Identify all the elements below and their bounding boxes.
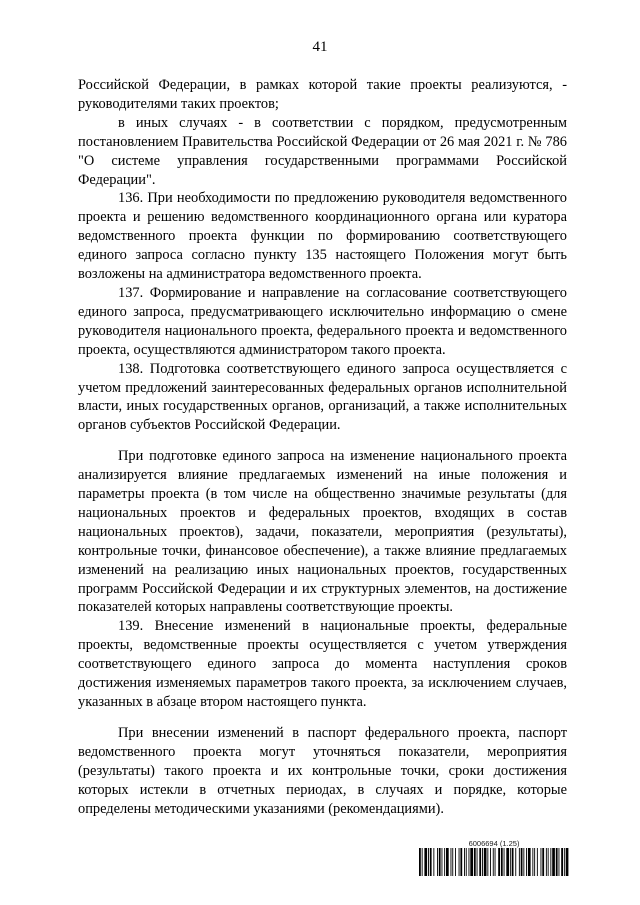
paragraph-passport-changes: При внесении изменений в паспорт федерального проекта, паспорт ведомственного проекта могут уточняться показатели, мероприятия (результаты) такого проекта и их контрольные точки, сроки достижения которых истекли в отчетных периодах, в случаях и порядке, которые определены методическими указаниями (рекомендациями).: [78, 724, 567, 817]
paragraph-138: 138. Подготовка соответствующего единого запроса осуществляется с учетом предложений заинтересованных федеральных органов исполнительной власти, иных государственных органов, организаций, а также исполнительных органов субъектов Российской Федерации.: [78, 360, 567, 434]
document-body: [78, 76, 567, 818]
page-number: 41: [312, 39, 328, 55]
paragraph-137: 137. Формирование и направление на согласование соответствующего единого запроса, предусматривающего исключительно информацию о смене руководителя национального проекта, федерального проекта и ведомственного проекта, осуществляются администратором такого проекта.: [78, 284, 567, 358]
paragraph-continuation: Российской Федерации, в рамках которой такие проекты реализуются, - руководителями таких проектов;: [78, 77, 567, 112]
paragraph-other-cases: в иных случаях - в соответствии с порядком, предусмотренным постановлением Правительства Российской Федерации от 26 мая 2021 г. № 786 "О системе управления государственными программами Российской Федерации".: [78, 114, 567, 188]
paragraph-analysis: При подготовке единого запроса на изменение национального проекта анализируется влияние предлагаемых изменений на иные положения и параметры проекта (в том числе на общественно значимые результаты (для национальных проектов и федеральных проектов, входящих в состав национальных проектов), задачи, показатели, мероприятия (результаты), контрольные точки, финансовое обеспечение), а также влияние предлагаемых изменений на реализацию иных национальных проектов, государственных программ Российской Федерации и их структурных элементов, на достижение показателей которых направлены соответствующие проекты.: [78, 448, 567, 616]
paragraph-136: 136. При необходимости по предложению руководителя ведомственного проекта и решению ведомственного координационного органа или куратора ведомственного проекта функции по формированию соответствующего единого запроса согласно пункту 135 настоящего Положения могут быть возложены на администратора ведомственного проекта.: [78, 190, 567, 283]
barcode-image: [419, 848, 569, 876]
document-code-label: 6006694 (1.25): [468, 839, 520, 848]
paragraph-139: 139. Внесение изменений в национальные проекты, федеральные проекты, ведомственные проекты осуществляется с учетом утверждения соответствующего единого запроса до момента наступления сроков достижения изменяемых параметров такого проекта, за исключением случаев, указанных в абзаце втором настоящего пункта.: [78, 618, 567, 710]
